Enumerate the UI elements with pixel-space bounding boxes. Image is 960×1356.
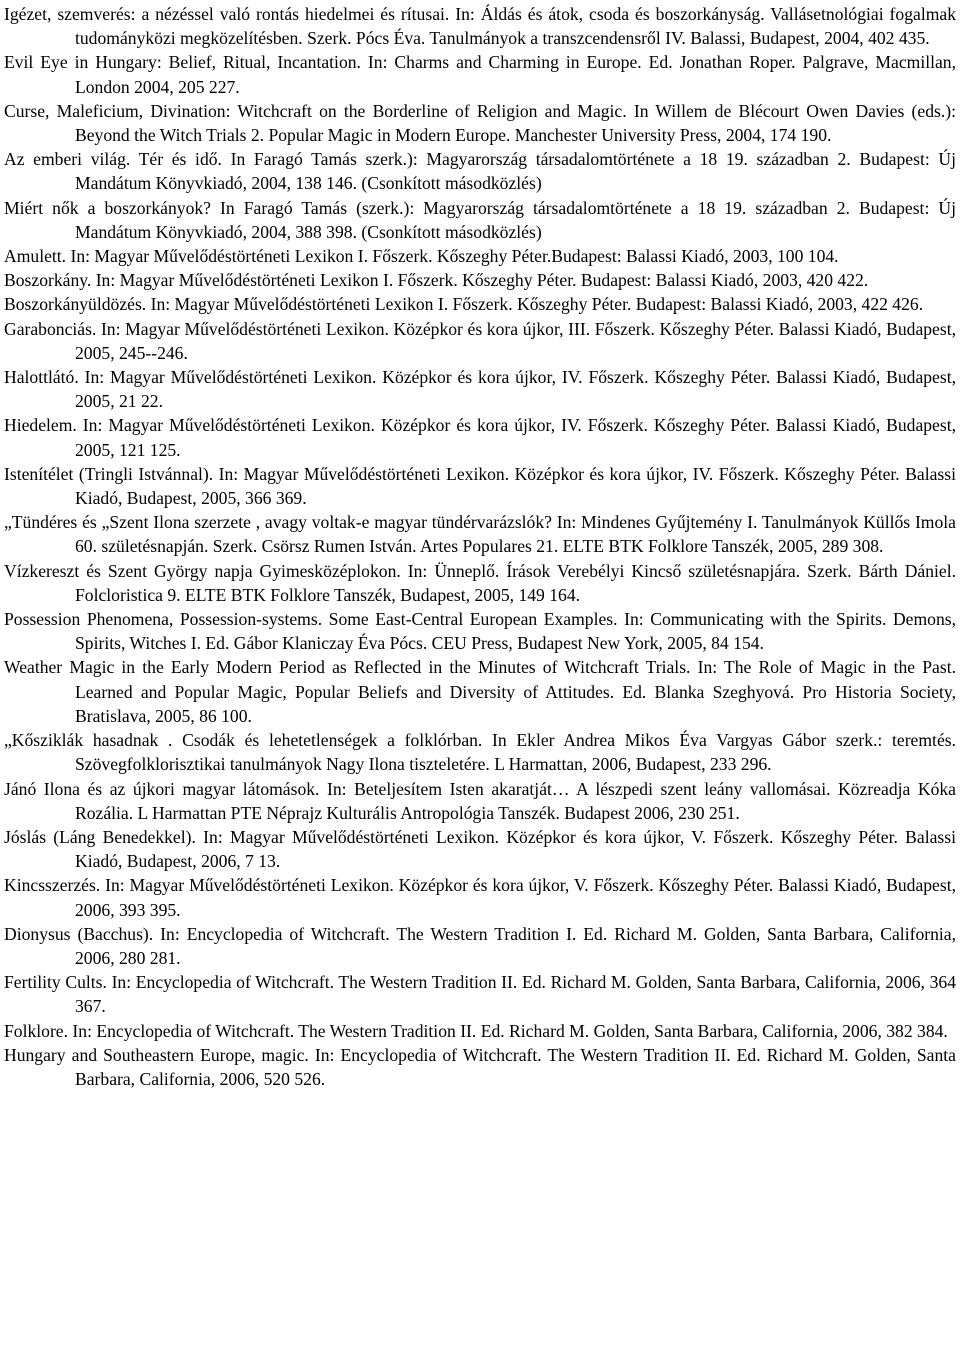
bibliography-entry: Halottlátó. In: Magyar Művelődéstörténeti Lexikon. Középkor és kora újkor, IV. Főszerk. Kőszeghy Péter. Balassi Kiadó, Budapest, 2005, 21 22. bbox=[4, 367, 956, 412]
bibliography-entry: Garabonciás. In: Magyar Művelődéstörténeti Lexikon. Középkor és kora újkor, III. Főszerk. Kőszeghy Péter. Balassi Kiadó, Budapest, 2005, 245--246. bbox=[4, 318, 956, 363]
bibliography-entry: Curse, Maleficium, Divination: Witchcraft on the Borderline of Religion and Magic. In Willem de Blécourt Owen Davies (eds.): Beyond the Witch Trials 2. Popular Magic in Modern Europe. Manchester University Press, 2004, 174 190. bbox=[4, 100, 956, 146]
bibliography-entry: Az emberi világ. Tér és idő. In Faragó Tamás szerk.): Magyarország társadalomtörténete a 18 19. században 2. Budapest: Új Mandátum Könyvkiadó, 2004, 138 146. (Csonkított másodközlés) bbox=[4, 149, 956, 194]
bibliography-entry: Weather Magic in the Early Modern Period as Reflected in the Minutes of Witchcraft Trials. In: The Role of Magic in the Past. Learned and Popular Magic, Popular Beliefs and Diversity of Attitudes. Ed. Blanka Szeghyová. Pro Historia Society, Bratislava, 2005, 86 100. bbox=[4, 657, 956, 726]
bibliography-entry: Folklore. In: Encyclopedia of Witchcraft. The Western Tradition II. Ed. Richard M. Golden, Santa Barbara, California, 2006, 382 384. bbox=[4, 1020, 948, 1041]
bibliography-entry: Istenítélet (Tringli Istvánnal). In: Magyar Művelődéstörténeti Lexikon. Középkor és kora újkor, IV. Főszerk. Kőszeghy Péter. Balassi Kiadó, Budapest, 2005, 366 369. bbox=[4, 463, 956, 509]
bibliography-entry: Hiedelem. In: Magyar Művelődéstörténeti Lexikon. Középkor és kora újkor, IV. Főszerk. Kőszeghy Péter. Balassi Kiadó, Budapest, 2005, 121 125. bbox=[4, 415, 956, 460]
bibliography-entry: Jóslás (Láng Benedekkel). In: Magyar Művelődéstörténeti Lexikon. Középkor és kora újkor, V. Főszerk. Kőszeghy Péter. Balassi Kiadó, Budapest, 2006, 7 13. bbox=[4, 826, 956, 872]
bibliography-entry: Kincsszerzés. In: Magyar Művelődéstörténeti Lexikon. Középkor és kora újkor, V. Főszerk. Kőszeghy Péter. Balassi Kiadó, Budapest, 2006, 393 395. bbox=[4, 875, 956, 920]
bibliography-entry: Possession Phenomena, Possession-systems. Some East-Central European Examples. In: Communicating with the Spirits. Demons, Spirits, Witches I. Ed. Gábor Klaniczay Éva Pócs. CEU Press, Budapest New York, 2005, 84 154. bbox=[4, 609, 956, 654]
bibliography-entry: Fertility Cults. In: Encyclopedia of Witchcraft. The Western Tradition II. Ed. Richard M. Golden, Santa Barbara, California, 2006, 364 367. bbox=[4, 972, 956, 1017]
bibliography-entry: Jánó Ilona és az újkori magyar látomások. In: Beteljesítem Isten akaratját… A lészpedi szent leány vallomásai. Közreadja Kóka Rozália. L Harmattan PTE Néprajz Kulturális Antropológia Tanszék. Budapest 2006, 230 251. bbox=[4, 778, 956, 823]
bibliography-entry: Boszorkányüldözés. In: Magyar Művelődéstörténeti Lexikon I. Főszerk. Kőszeghy Péter. Budapest: Balassi Kiadó, 2003, 422 426. bbox=[4, 294, 924, 315]
bibliography-entry: Boszorkány. In: Magyar Művelődéstörténeti Lexikon I. Főszerk. Kőszeghy Péter. Budapest: Balassi Kiadó, 2003, 420 422. bbox=[4, 270, 869, 291]
bibliography-entry: Dionysus (Bacchus). In: Encyclopedia of Witchcraft. The Western Tradition I. Ed. Richard M. Golden, Santa Barbara, California, 2006, 280 281. bbox=[4, 923, 956, 968]
bibliography-entry: Vízkereszt és Szent György napja Gyimesközéplokon. In: Ünneplő. Írások Verebélyi Kincső születésnapjára. Szerk. Bárth Dániel. Folcloristica 9. ELTE BTK Folklore Tanszék, Budapest, 2005, 149 164. bbox=[4, 560, 956, 605]
bibliography-entry: „Tündéres és „Szent Ilona szerzete , avagy voltak-e magyar tündérvarázslók? In: Mindenes Gyűjtemény I. Tanulmányok Küllős Imola 60. születésnapján. Szerk. Csörsz Rumen István. Artes Populares 21. ELTE BTK Folklore Tanszék, 2005, 289 308. bbox=[4, 512, 956, 557]
bibliography-entry: Amulett. In: Magyar Művelődéstörténeti Lexikon I. Főszerk. Kőszeghy Péter.Budapest: Balassi Kiadó, 2003, 100 104. bbox=[4, 246, 839, 267]
bibliography-entry: „Kősziklák hasadnak . Csodák és lehetetlenségek a folklórban. In Ekler Andrea Mikos Éva Vargyas Gábor szerk.: teremtés. Szövegfolklorisztikai tanulmányok Nagy Ilona tiszteletére. L Harmattan, 2006, Budapest, 233 296. bbox=[4, 730, 956, 775]
bibliography-entry: Hungary and Southeastern Europe, magic. In: Encyclopedia of Witchcraft. The Western Tradition II. Ed. Richard M. Golden, Santa Barbara, California, 2006, 520 526. bbox=[4, 1044, 956, 1089]
bibliography-entry: Miért nők a boszorkányok? In Faragó Tamás (szerk.): Magyarország társadalomtörténete a 18 19. században 2. Budapest: Új Mandátum Könyvkiadó, 2004, 388 398. (Csonkított másodközlés) bbox=[4, 197, 956, 242]
bibliography-entry: Evil Eye in Hungary: Belief, Ritual, Incantation. In: Charms and Charming in Europe. Ed. Jonathan Roper. Palgrave, Macmillan, London 2004, 205 227. bbox=[4, 52, 956, 97]
bibliography-entry: Igézet, szemverés: a nézéssel való rontás hiedelmei és rítusai. In: Áldás és átok, csoda és boszorkányság. Vallásetnológiai fogalmak tudományközi megközelítésben. Szerk. Pócs Éva. Tanulmányok a transzcendensről IV. Balassi, Budapest, 2004, 402 435. bbox=[4, 4, 956, 49]
